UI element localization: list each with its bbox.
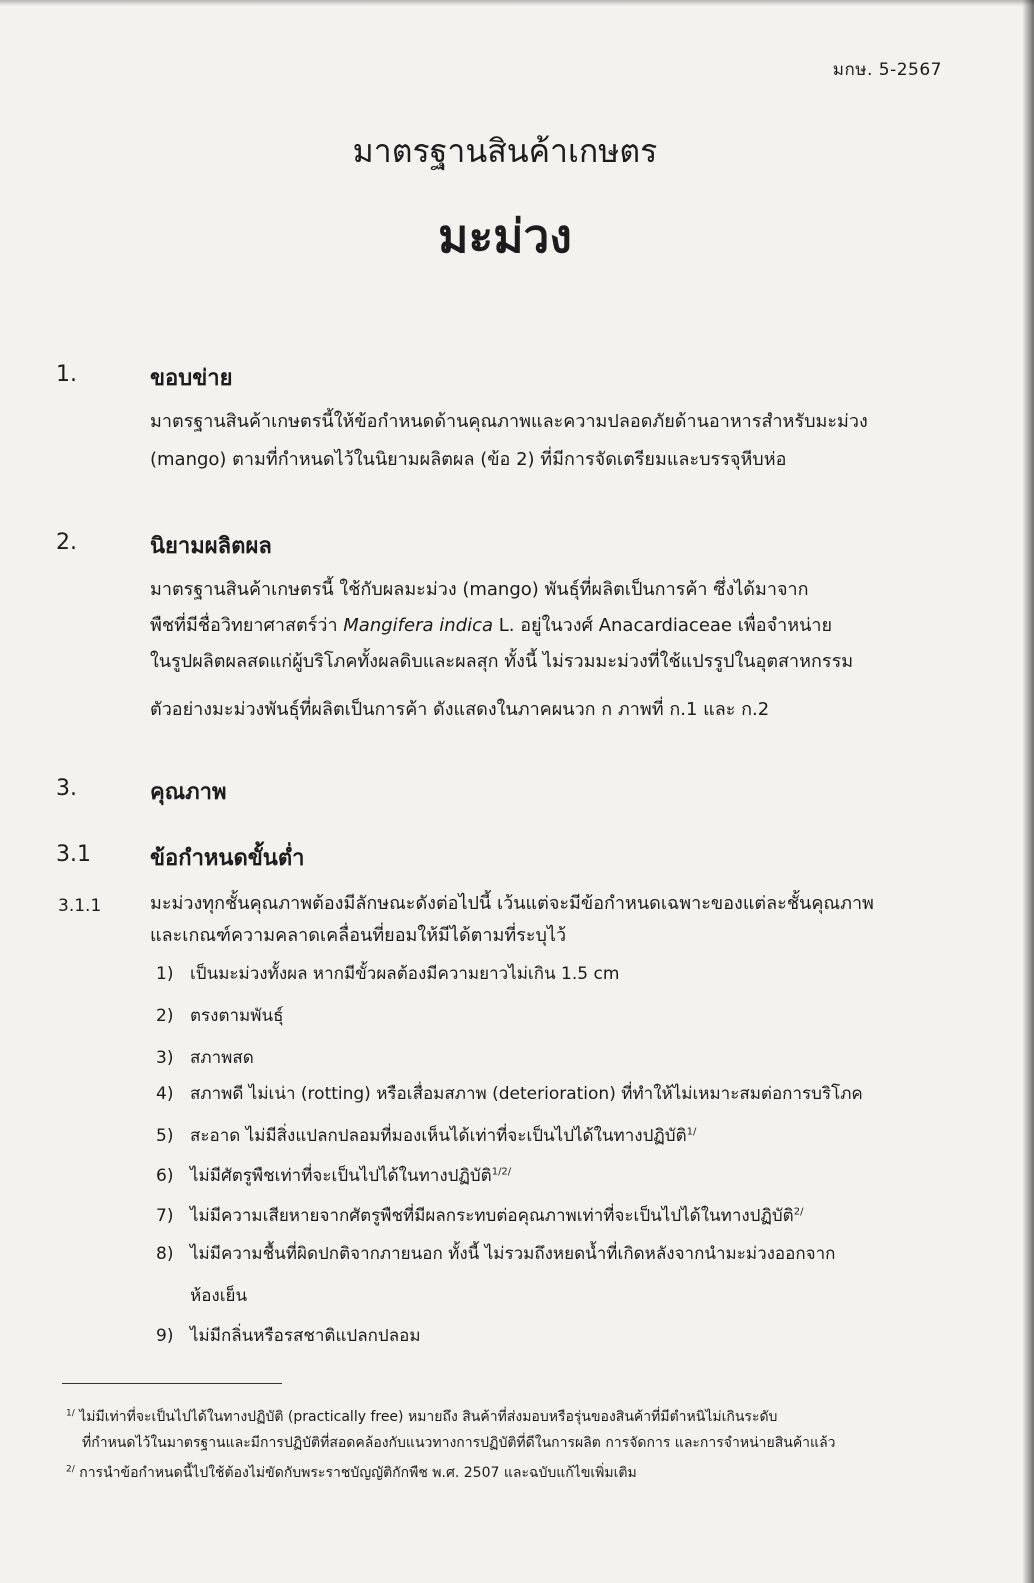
scientific-name: Mangifera indica <box>343 615 494 636</box>
section-2-number: 2. <box>56 530 77 555</box>
footnote-1-continuation <box>82 1432 836 1454</box>
footnote-1 <box>66 1406 777 1428</box>
list-item-text: ห้องเย็น <box>190 1286 248 1306</box>
section-2-line-4: ตัวอย่างมะม่วงพันธุ์ที่ผลิตเป็นการค้า ดังแสดงในภาคผนวก ก ภาพที่ ก.1 และ ก.2 <box>150 699 770 720</box>
list-item <box>156 1322 421 1349</box>
list-item-number: 9) <box>156 1326 174 1346</box>
footnote-text: การนำข้อกำหนดนี้ไปใช้ต้องไม่ขัดกับพระราชบัญญัติกักพืช พ.ศ. 2507 และฉบับแก้ไขเพิ่มเติม <box>79 1465 637 1481</box>
list-item-number: 7) <box>156 1206 174 1226</box>
section-1-line-2: (mango) ตามที่กำหนดไว้ในนิยามผลิตผล (ข้อ 2) ที่มีการจัดเตรียมและบรรจุหีบห่อ <box>150 449 787 470</box>
section-1-number: 1. <box>56 362 77 387</box>
list-item-number: 3) <box>156 1048 174 1068</box>
footnote-mark: 1/ <box>66 1408 75 1419</box>
list-item-number: 2) <box>156 1006 174 1026</box>
list-item-text: ไม่มีความชื้นที่ผิดปกติจากภายนอก ทั้งนี้ ไม่รวมถึงหยดน้ำที่เกิดหลังจากนำมะม่วงออกจาก <box>190 1244 836 1264</box>
list-item-text: ตรงตามพันธุ์ <box>190 1006 284 1026</box>
section-3-1-number: 3.1 <box>56 842 91 867</box>
list-item <box>156 1122 696 1149</box>
section-3-number: 3. <box>56 776 77 801</box>
list-item <box>156 1162 511 1189</box>
section-3-1-1-line-1: มะม่วงทุกชั้นคุณภาพต้องมีลักษณะดังต่อไปนี้ เว้นแต่จะมีข้อกำหนดเฉพาะของแต่ละชั้นคุณภาพ <box>150 893 874 914</box>
section-3-1-heading: ข้อกำหนดขั้นต่ำ <box>150 846 305 871</box>
list-item-text: สภาพสด <box>190 1048 254 1068</box>
list-item <box>156 1202 803 1229</box>
list-item-text: สภาพดี ไม่เน่า (rotting) หรือเสื่อมสภาพ (deterioration) ที่ทำให้ไม่เหมาะสมต่อการบริโภค <box>190 1084 863 1104</box>
list-item-number: 8) <box>156 1244 174 1264</box>
section-2-heading: นิยามผลิตผล <box>150 534 272 559</box>
document-code: มกษ. 5-2567 <box>832 60 942 80</box>
list-item-number: 5) <box>156 1126 174 1146</box>
scan-top-shadow <box>0 0 1034 6</box>
list-item-text: ไม่มีความเสียหายจากศัตรูพืชที่มีผลกระทบต่อคุณภาพเท่าที่จะเป็นไปได้ในทางปฏิบัติ <box>190 1206 794 1226</box>
scan-edge-shadow <box>1022 0 1034 1583</box>
list-item <box>156 1044 254 1071</box>
section-2-line-1: มาตรฐานสินค้าเกษตรนี้ ใช้กับผลมะม่วง (mango) พันธุ์ที่ผลิตเป็นการค้า ซึ่งได้มาจาก <box>150 579 809 600</box>
list-item <box>156 1240 835 1267</box>
footnote-divider <box>62 1383 282 1384</box>
list-item <box>156 1080 863 1107</box>
footnote-text: ไม่มีเท่าที่จะเป็นไปได้ในทางปฏิบัติ (practically free) หมายถึง สินค้าที่ส่งมอบหรือรุ่นของสินค้าที่มีตำหนิไม่เกินระดับ <box>79 1409 778 1425</box>
list-item-number: 6) <box>156 1166 174 1186</box>
list-item <box>156 960 619 987</box>
section-2-line-2-pre: พืชที่มีชื่อวิทยาศาสตร์ว่า <box>150 615 344 636</box>
section-1-heading: ขอบข่าย <box>150 366 233 391</box>
footnote-2 <box>66 1462 637 1484</box>
list-item-number: 4) <box>156 1084 174 1104</box>
list-item-text: เป็นมะม่วงทั้งผล หากมีขั้วผลต้องมีความยาวไม่เกิน 1.5 cm <box>190 964 620 984</box>
section-2-line-2 <box>150 608 832 644</box>
footnote-ref: 1/ <box>686 1126 697 1138</box>
list-item-text: ไม่มีกลิ่นหรือรสชาติแปลกปลอม <box>190 1326 421 1346</box>
list-item-text: ไม่มีศัตรูพืชเท่าที่จะเป็นไปได้ในทางปฏิบัติ <box>190 1166 492 1186</box>
list-item-number: 1) <box>156 964 174 984</box>
section-2-line-3: ในรูปผลิตผลสดแก่ผู้บริโภคทั้งผลดิบและผลสุก ทั้งนี้ ไม่รวมมะม่วงที่ใช้แปรรูปในอุตสาหกรรม <box>150 651 854 672</box>
document-title: มาตรฐานสินค้าเกษตร <box>352 132 658 170</box>
list-item-continuation <box>190 1282 247 1309</box>
section-3-1-1-number: 3.1.1 <box>58 896 102 916</box>
list-item <box>156 1002 283 1029</box>
footnote-mark: 2/ <box>66 1464 75 1475</box>
section-3-heading: คุณภาพ <box>150 780 227 805</box>
section-3-1-1-line-2: และเกณฑ์ความคลาดเคลื่อนที่ยอมให้มีได้ตามที่ระบุไว้ <box>150 925 567 946</box>
product-title: มะม่วง <box>438 209 572 263</box>
footnote-ref: 2/ <box>793 1206 804 1218</box>
footnote-text: ที่กำหนดไว้ในมาตรฐานและมีการปฏิบัติที่สอดคล้องกับแนวทางการปฏิบัติที่ดีในการผลิต การจัดการ และการจำหน่ายสินค้าแล้ว <box>82 1435 836 1451</box>
list-item-text: สะอาด ไม่มีสิ่งแปลกปลอมที่มองเห็นได้เท่าที่จะเป็นไปได้ในทางปฏิบัติ <box>190 1126 687 1146</box>
section-2-line-2-post: L. อยู่ในวงศ์ Anacardiaceae เพื่อจำหน่าย <box>493 615 833 636</box>
footnote-ref: 1/2/ <box>491 1166 512 1178</box>
section-1-line-1: มาตรฐานสินค้าเกษตรนี้ให้ข้อกำหนดด้านคุณภาพและความปลอดภัยด้านอาหารสำหรับมะม่วง <box>150 411 868 432</box>
